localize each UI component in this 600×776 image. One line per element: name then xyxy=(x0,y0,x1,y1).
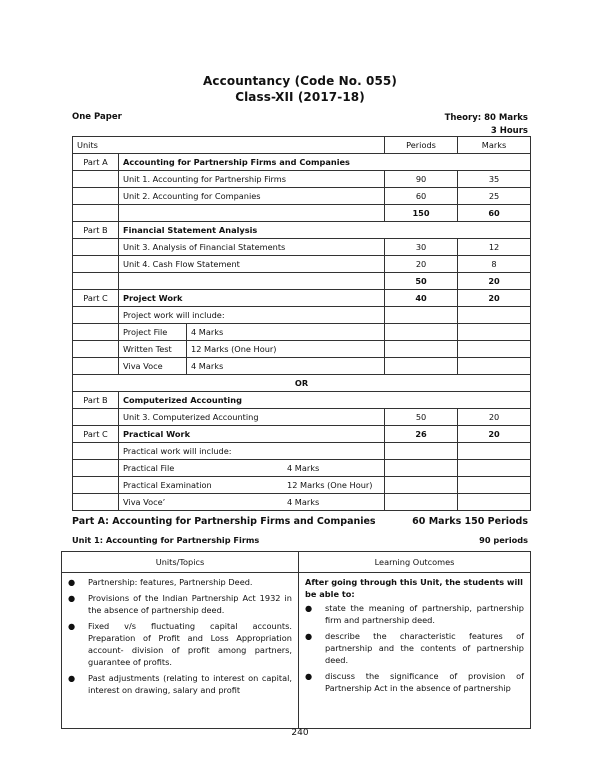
part-label: Part B xyxy=(73,222,119,239)
outcome-text: discuss the significance of provision of Partnership Act in the absence of partnership xyxy=(325,671,524,693)
component-label: Practical File xyxy=(123,463,175,473)
table-row xyxy=(73,426,531,443)
unit-name: Unit 2. Accounting for Companies xyxy=(119,188,385,205)
practical-component xyxy=(119,460,385,477)
outcomes-header-row xyxy=(62,552,531,573)
table-row xyxy=(73,307,531,324)
units-table-body xyxy=(72,136,531,511)
page-number: 240 xyxy=(291,728,309,738)
header-marks: Marks xyxy=(458,137,531,154)
outcomes-body-row xyxy=(62,573,531,729)
table-row xyxy=(73,239,531,256)
list-item xyxy=(68,576,292,588)
table-row xyxy=(73,477,531,494)
part-title: Computerized Accounting xyxy=(119,392,531,409)
component-label: Written Test xyxy=(119,341,187,358)
unit-name: Unit 1. Accounting for Partnership Firms xyxy=(119,171,385,188)
component-value: 12 Marks (One Hour) xyxy=(287,480,373,490)
table-row xyxy=(73,392,531,409)
part-title: Financial Statement Analysis xyxy=(119,222,531,239)
list-item xyxy=(68,620,292,668)
table-row xyxy=(73,324,531,341)
document-title: Accountancy (Code No. 055) xyxy=(203,74,397,88)
section-marks: 60 Marks 150 Periods xyxy=(412,516,528,527)
list-item xyxy=(305,602,524,626)
table-header-row xyxy=(73,137,531,154)
table-row xyxy=(73,222,531,239)
list-item xyxy=(305,670,524,694)
subtotal-marks: 60 xyxy=(458,205,531,222)
component-value: 4 Marks xyxy=(287,497,320,507)
unit-periods: 90 xyxy=(385,171,458,188)
unit-marks: 20 xyxy=(458,409,531,426)
practical-component xyxy=(119,494,385,511)
project-note: Project work will include: xyxy=(119,307,385,324)
unit-marks: 12 xyxy=(458,239,531,256)
header-units: Units xyxy=(73,137,385,154)
list-item xyxy=(305,630,524,666)
or-separator: OR xyxy=(73,375,531,392)
project-marks: 20 xyxy=(458,290,531,307)
table-row xyxy=(73,460,531,477)
bullet-icon: ● xyxy=(68,577,76,587)
table-row xyxy=(73,290,531,307)
table-row xyxy=(73,375,531,392)
subtotal-marks: 20 xyxy=(458,273,531,290)
outcome-text: describe the characteristic features of partnership and the contents of partnership deed. xyxy=(325,631,524,665)
practical-component xyxy=(119,477,385,494)
unit-periods: 60 xyxy=(385,188,458,205)
table-row xyxy=(73,256,531,273)
topic-text: Provisions of the Indian Partnership Act 1932 in the absence of partnership deed. xyxy=(88,593,292,615)
unit-marks: 35 xyxy=(458,171,531,188)
project-periods: 40 xyxy=(385,290,458,307)
section-heading xyxy=(72,516,528,527)
bullet-icon: ● xyxy=(68,621,76,631)
part-label: Part C xyxy=(73,290,119,307)
unit-title: Unit 1: Accounting for Partnership Firms xyxy=(72,535,260,545)
part-title: Accounting for Partnership Firms and Companies xyxy=(119,154,531,171)
bullet-icon: ● xyxy=(68,673,76,683)
table-row xyxy=(73,171,531,188)
unit-periods-total: 90 periods xyxy=(479,535,528,545)
bullet-icon: ● xyxy=(305,631,313,641)
component-label: Viva Voce xyxy=(119,358,187,375)
part-label: Part B xyxy=(73,392,119,409)
unit-periods: 30 xyxy=(385,239,458,256)
bullet-icon: ● xyxy=(68,593,76,603)
topic-text: Fixed v/s fluctuating capital accounts. Preparation of Profit and Loss Appropriation account- division of profit among partners, guarantee of profits. xyxy=(88,621,292,667)
table-row xyxy=(73,188,531,205)
part-label: Part C xyxy=(73,426,119,443)
unit-periods: 20 xyxy=(385,256,458,273)
theory-marks xyxy=(445,112,528,138)
table-row xyxy=(73,494,531,511)
table-row xyxy=(73,443,531,460)
outcomes-cell xyxy=(299,573,531,729)
topics-cell xyxy=(62,573,299,729)
component-value: 12 Marks (One Hour) xyxy=(187,341,385,358)
component-label: Project File xyxy=(119,324,187,341)
part-title: Project Work xyxy=(119,290,385,307)
topic-text: Past adjustments (relating to interest on capital, interest on drawing, salary and profit xyxy=(88,673,292,695)
component-value: 4 Marks xyxy=(187,324,385,341)
subtotal-periods: 50 xyxy=(385,273,458,290)
unit-marks: 8 xyxy=(458,256,531,273)
unit-name: Unit 4. Cash Flow Statement xyxy=(119,256,385,273)
component-value: 4 Marks xyxy=(187,358,385,375)
paper-count: One Paper xyxy=(72,112,122,122)
bullet-icon: ● xyxy=(305,671,313,681)
table-row xyxy=(73,409,531,426)
component-label: Viva Voce’ xyxy=(123,497,166,507)
practical-marks: 20 xyxy=(458,426,531,443)
practical-periods: 26 xyxy=(385,426,458,443)
practical-note: Practical work will include: xyxy=(119,443,385,460)
outcomes-lead: After going through this Unit, the students will be able to: xyxy=(305,577,523,599)
unit-name: Unit 3. Analysis of Financial Statements xyxy=(119,239,385,256)
component-label: Practical Examination xyxy=(123,480,212,490)
header-periods: Periods xyxy=(385,137,458,154)
subtotal-periods: 150 xyxy=(385,205,458,222)
part-title: Practical Work xyxy=(119,426,385,443)
document-subtitle: Class-XII (2017-18) xyxy=(235,90,365,104)
unit-heading xyxy=(72,535,528,545)
topic-text: Partnership: features, Partnership Deed. xyxy=(88,577,253,587)
table-row xyxy=(73,205,531,222)
unit-marks: 25 xyxy=(458,188,531,205)
unit-name: Unit 3. Computerized Accounting xyxy=(119,409,385,426)
outcomes-table xyxy=(61,551,531,729)
outcome-text: state the meaning of partnership, partnership firm and partnership deed. xyxy=(325,603,524,625)
table-row xyxy=(73,341,531,358)
table-row xyxy=(73,358,531,375)
topics-header: Units/Topics xyxy=(62,552,299,573)
table-row xyxy=(73,154,531,171)
outcomes-header: Learning Outcomes xyxy=(299,552,531,573)
list-item xyxy=(68,672,292,696)
list-item xyxy=(68,592,292,616)
component-value: 4 Marks xyxy=(287,463,320,473)
unit-periods: 50 xyxy=(385,409,458,426)
table-row xyxy=(73,273,531,290)
section-title: Part A: Accounting for Partnership Firms and Companies xyxy=(72,516,376,527)
bullet-icon: ● xyxy=(305,603,313,613)
theory-marks-line: Theory: 80 Marks xyxy=(444,113,528,123)
duration-line: 3 Hours xyxy=(490,126,528,136)
part-label: Part A xyxy=(73,154,119,171)
